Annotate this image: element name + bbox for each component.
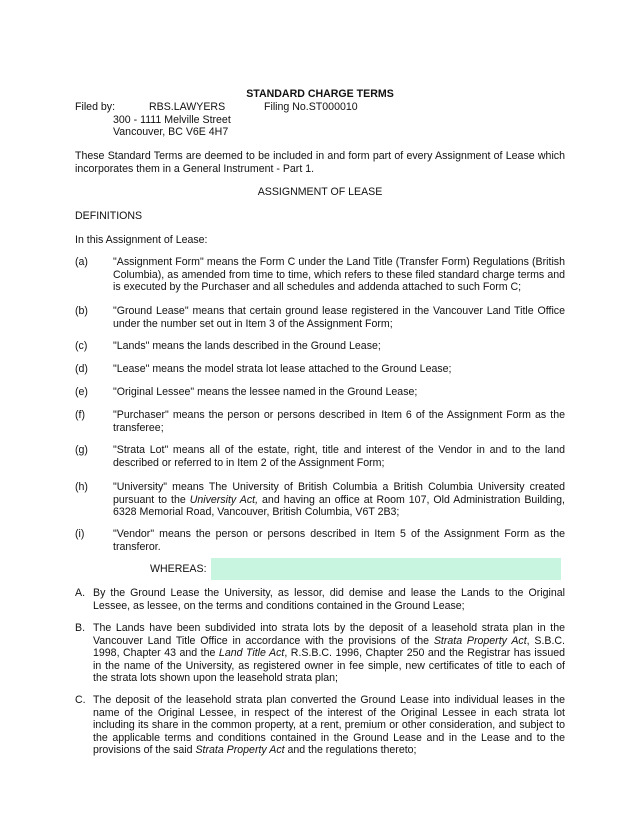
definition-label: (g): [75, 444, 88, 456]
recital-text: The Lands have been subdivided into strata lots by the deposit of a leasehold strata plan in the Vancouver Land Title Office in accordance with the provisions of the Strata Property Act, S.B.C. 1998, Chapter 43 and the Land Title Act, R.S.B.C. 1996, Chapter 250 and the Registrar has issued in the name of the University, as registered owner in fee simple, new certificates of title to each of the strata lots shown upon the leasehold strata plan;: [93, 622, 566, 685]
document-title: STANDARD CHARGE TERMS: [246, 88, 394, 100]
definition-label: (c): [75, 340, 88, 352]
recital-text: The deposit of the leasehold strata plan converted the Ground Lease into individual leases in the name of the Original Lessee, in respect of the interest of the Original Lessee in each strata lot including its share in the common property, at a rent, premium or other consideration, and subject to the applicable terms and conditions contained in the Ground Lease and in the Lease and to the provisions of the said Strata Property Act and the regulations thereto;: [93, 694, 565, 757]
definition-item: [75, 444, 565, 469]
definition-label: (e): [75, 386, 88, 398]
definition-label: (d): [75, 363, 88, 375]
definition-item: [75, 340, 565, 353]
whereas-label: WHEREAS:: [150, 563, 207, 575]
definition-text: "Ground Lease" means that certain ground lease registered in the Vancouver Land Title Office under the number set out in Item 3 of the Assignment Form;: [113, 305, 565, 330]
definition-label: (h): [75, 481, 88, 493]
definition-item: [75, 363, 565, 376]
filer-name: RBS.LAWYERS: [149, 101, 226, 113]
recital-item: [75, 587, 565, 612]
definition-text: "Purchaser" means the person or persons described in Item 6 of the Assignment Form as the transferee;: [113, 409, 565, 434]
filer-address-line1: 300 - 1111 Melville Street: [113, 114, 231, 126]
definition-text: "Lands" means the lands described in the Ground Lease;: [113, 340, 381, 352]
definition-item: [75, 386, 565, 399]
definition-item: [75, 528, 565, 553]
filing-number: Filing No.ST000010: [264, 101, 358, 113]
recital-text: By the Ground Lease the University, as lessor, did demise and lease the Lands to the Original Lessee, as lessee, on the terms and conditions contained in the Ground Lease;: [93, 587, 565, 612]
filer-address-line2: Vancouver, BC V6E 4H7: [113, 126, 229, 138]
definition-item: [75, 409, 565, 434]
definition-label: (b): [75, 305, 88, 317]
intro-paragraph: These Standard Terms are deemed to be included in and form part of every Assignment of Lease which incorporates them in a General Instrument - Part 1.: [75, 150, 565, 175]
definition-label: (f): [75, 409, 85, 421]
definition-label: (a): [75, 256, 88, 268]
definition-text: "Lease" means the model strata lot lease attached to the Ground Lease;: [113, 363, 452, 375]
definitions-heading: DEFINITIONS: [75, 210, 143, 222]
recital-label: B.: [75, 622, 86, 634]
recital-label: C.: [75, 694, 86, 706]
recital-item: [75, 694, 565, 757]
recital-label: A.: [75, 587, 86, 599]
recital-item: [75, 622, 565, 685]
definition-label: (i): [75, 528, 85, 540]
section-heading: ASSIGNMENT OF LEASE: [257, 186, 383, 198]
definition-text: "Assignment Form" means the Form C under the Land Title (Transfer Form) Regulations (British Columbia), as amended from time to time, which refers to these filed standard charge terms and is executed by the Purchaser and all schedules and addenda attached to such Form C;: [113, 256, 565, 294]
definition-text: "Original Lessee" means the lessee named in the Ground Lease;: [113, 386, 418, 398]
filed-by-label: Filed by:: [75, 101, 116, 113]
definition-item: [75, 481, 565, 519]
definition-text: "Strata Lot" means all of the estate, right, title and interest of the Vendor in and to the land described or referred to in Item 2 of the Assignment Form;: [113, 444, 565, 469]
definition-text: "Vendor" means the person or persons described in Item 5 of the Assignment Form as the transferor.: [113, 528, 565, 553]
definition-item: [75, 305, 565, 330]
definition-item: [75, 256, 565, 294]
definitions-intro: In this Assignment of Lease:: [75, 234, 208, 246]
highlight-field[interactable]: [211, 558, 561, 580]
definition-text: "University" means The University of British Columbia a British Columbia University created pursuant to the University Act, and having an office at Room 107, Old Administration Building, 6328 Memorial Road, Vancouver, British Columbia, V6T 2B3;: [113, 481, 565, 519]
